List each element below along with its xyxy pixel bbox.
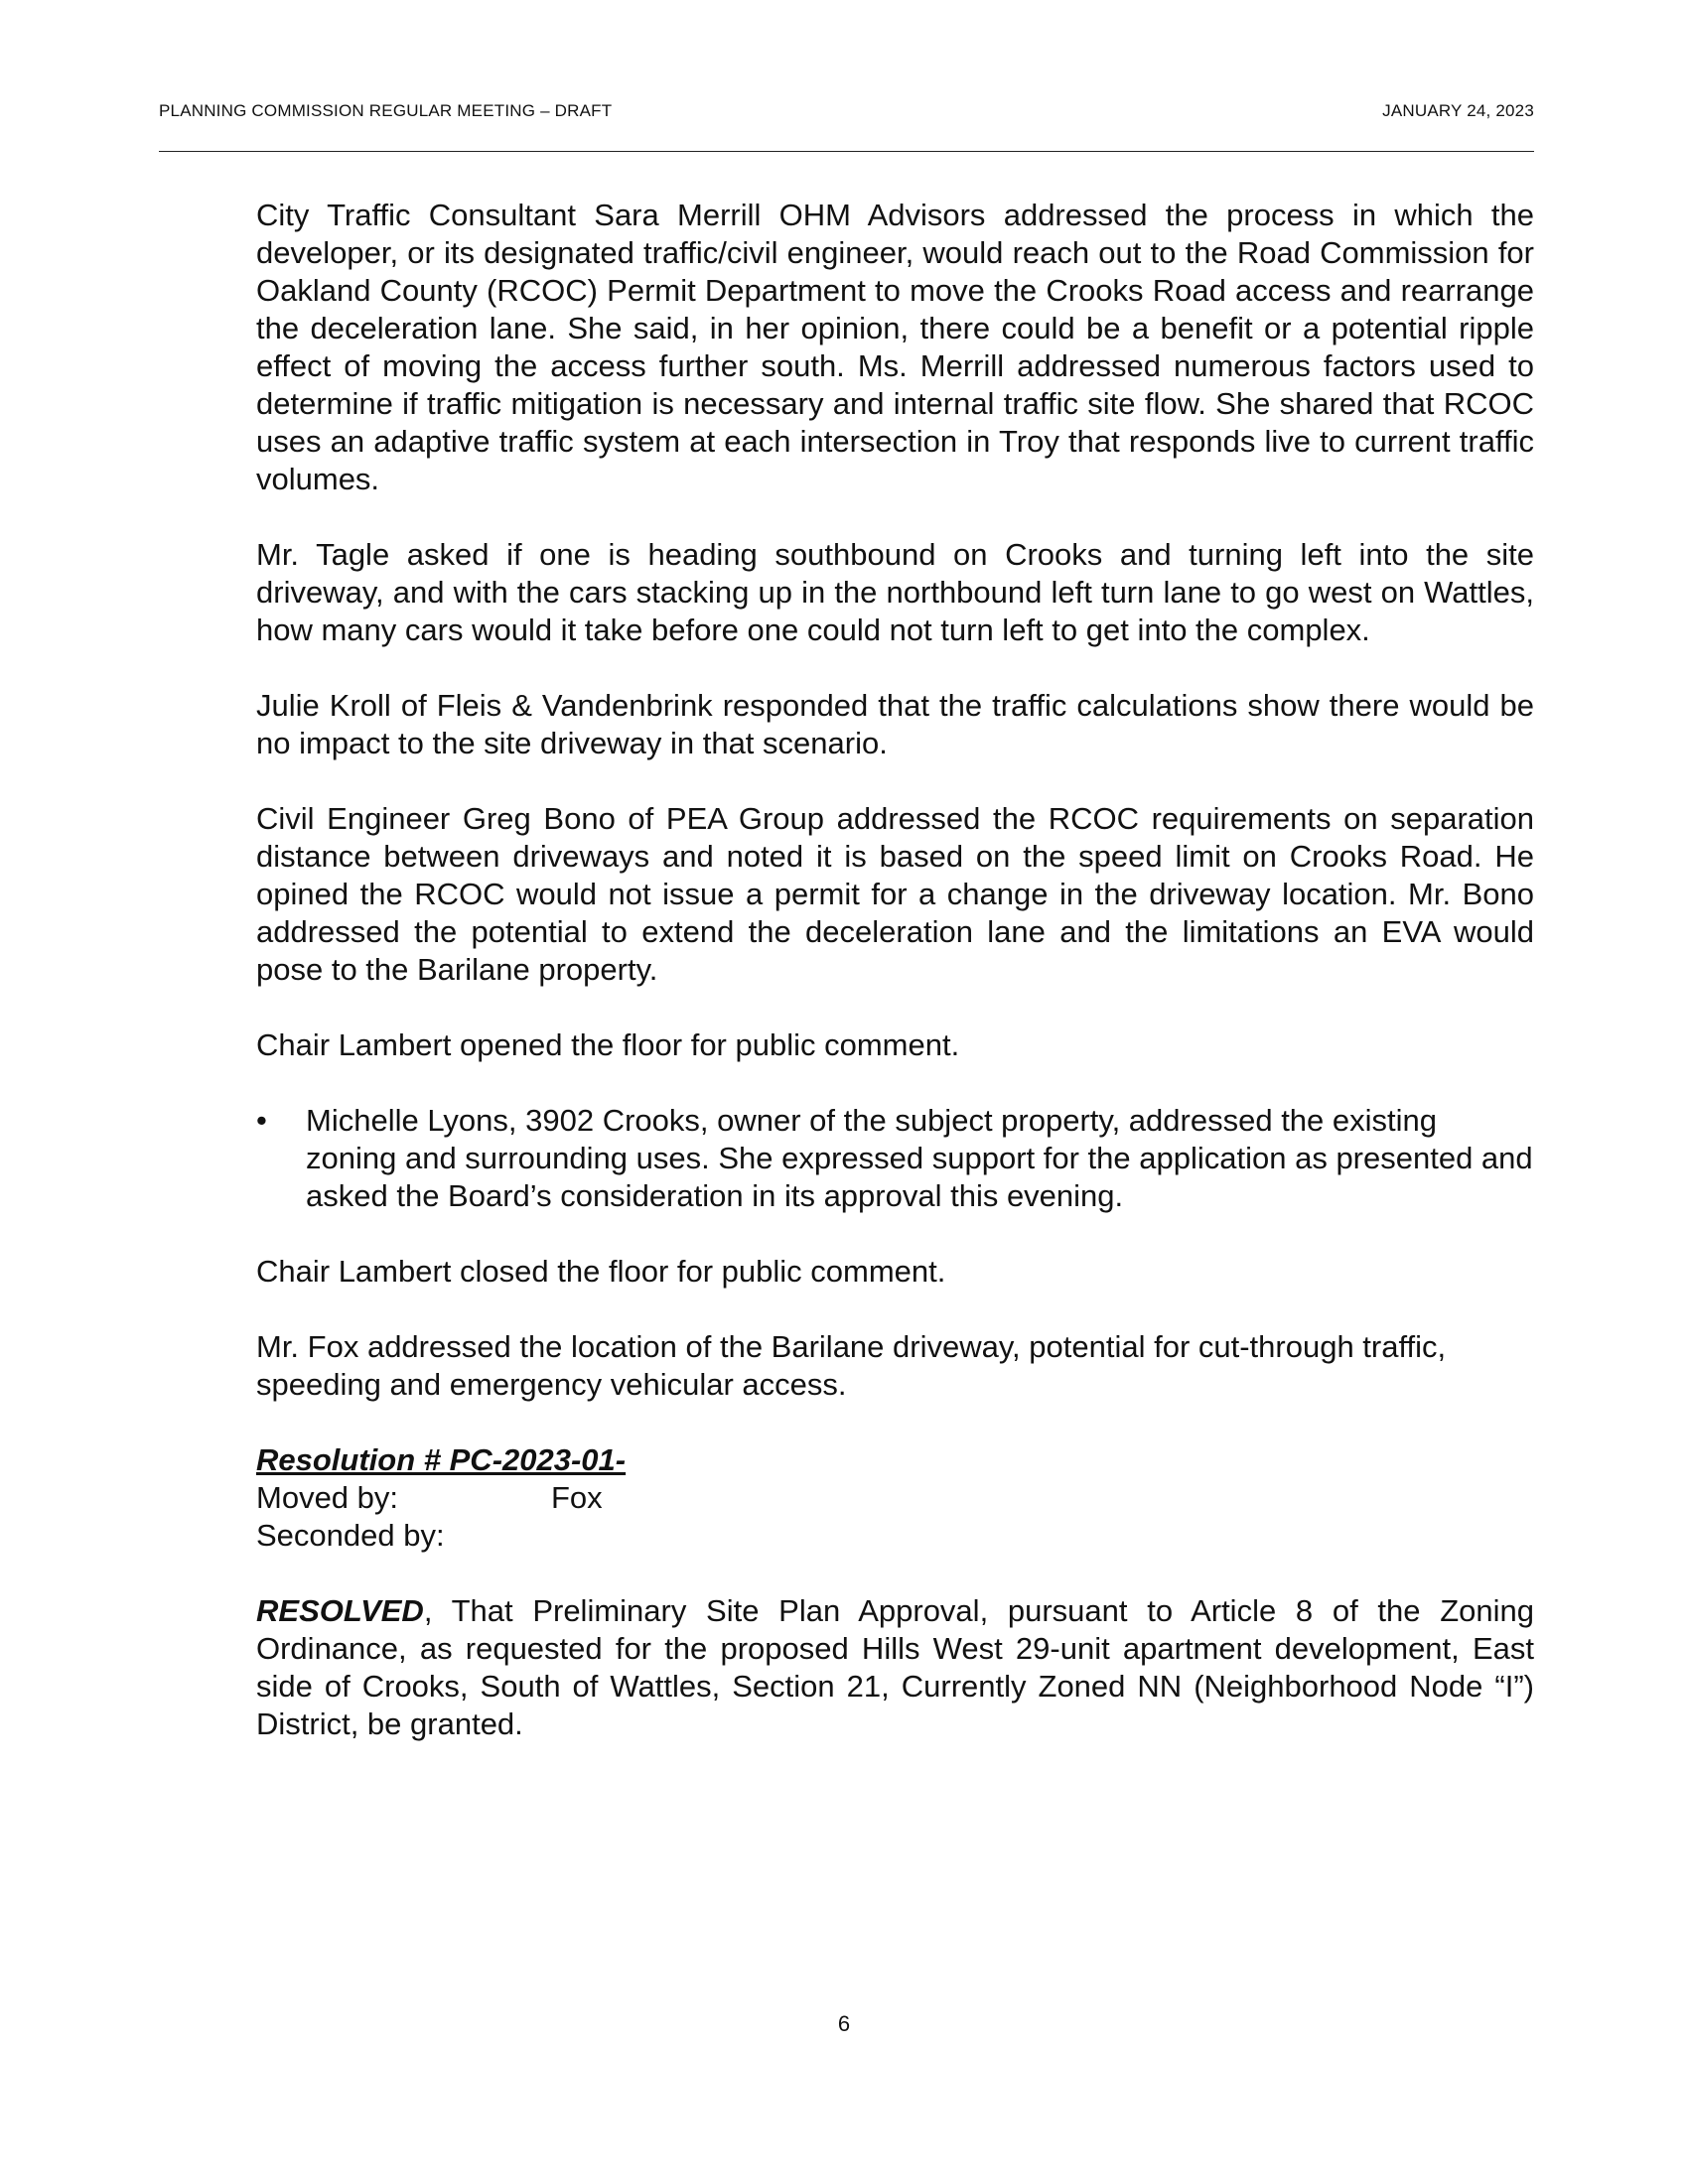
minutes-body [256,197,1534,1781]
page-number: 6 [837,2011,851,2036]
seconded-by-label: Seconded by: [256,1518,445,1553]
paragraph-traffic-consultant: City Traffic Consultant Sara Merrill OHM Advisors addressed the process in which the developer, or its designated traffic/civil engineer, would reach out to the Road Commission for Oakland County (RCOC) Permit Department to move the Crooks Road access and rearrange the deceleration lane. She said, in her opinion, there could be a benefit or a potential ripple effect of moving the access further south. Ms. Merrill addressed numerous factors used to determine if traffic mitigation is necessary and internal traffic site flow. She shared that RCOC uses an adaptive traffic system at each intersection in Troy that responds live to current traffic volumes. [256,198,1534,496]
list-item [256,1102,1534,1215]
moved-by-label: Moved by: [256,1480,399,1515]
resolution-block [256,1441,1534,1555]
resolution-title-row [256,1441,1534,1479]
moved-by-row [256,1479,1534,1517]
paragraph-public-comment-opened: Chair Lambert opened the floor for public comment. [256,1027,960,1062]
page-header [159,101,1534,152]
seconded-by-row [256,1517,1534,1555]
moved-by-value: Fox [551,1480,603,1515]
paragraph-tagle-question: Mr. Tagle asked if one is heading southbound on Crooks and turning left into the site driveway, and with the cars stacking up in the northbound left turn lane to go west on Wattles, how many cars would it take before one could not turn left to get into the complex. [256,537,1534,647]
paragraph-fox-comment: Mr. Fox addressed the location of the Barilane driveway, potential for cut-through traffic, speeding and emergency vehicular access. [256,1329,1447,1402]
resolved-paragraph [256,1592,1534,1743]
resolved-keyword: RESOLVED [256,1593,424,1628]
public-comment-lyons: Michelle Lyons, 3902 Crooks, owner of the subject property, addressed the existing zoning and surrounding uses. She expressed support for the application as presented and asked the Board’s consideration in its approval this evening. [306,1103,1533,1213]
header-date: JANUARY 24, 2023 [1382,101,1534,120]
public-comment-list [256,1102,1534,1215]
paragraph-public-comment-closed: Chair Lambert closed the floor for public comment. [256,1254,946,1289]
paragraph-kroll-response: Julie Kroll of Fleis & Vandenbrink responded that the traffic calculations show there would be no impact to the site driveway in that scenario. [256,688,1534,760]
resolved-text: , That Preliminary Site Plan Approval, pursuant to Article 8 of the Zoning Ordinance, as requested for the proposed Hills West 29-unit apartment development, East side of Crooks, South of Wattles, Section 21, Currently Zoned NN (Neighborhood Node “I”) District, be granted. [256,1593,1534,1741]
bullet-icon: • [256,1103,267,1138]
paragraph-bono-engineer: Civil Engineer Greg Bono of PEA Group addressed the RCOC requirements on separation distance between driveways and noted it is based on the speed limit on Crooks Road. He opined the RCOC would not issue a permit for a change in the driveway location. Mr. Bono addressed the potential to extend the deceleration lane and the limitations an EVA would pose to the Barilane property. [256,801,1534,987]
header-meeting-title: PLANNING COMMISSION REGULAR MEETING – DRAFT [159,101,613,120]
resolution-title: Resolution # PC-2023-01- [256,1442,627,1477]
